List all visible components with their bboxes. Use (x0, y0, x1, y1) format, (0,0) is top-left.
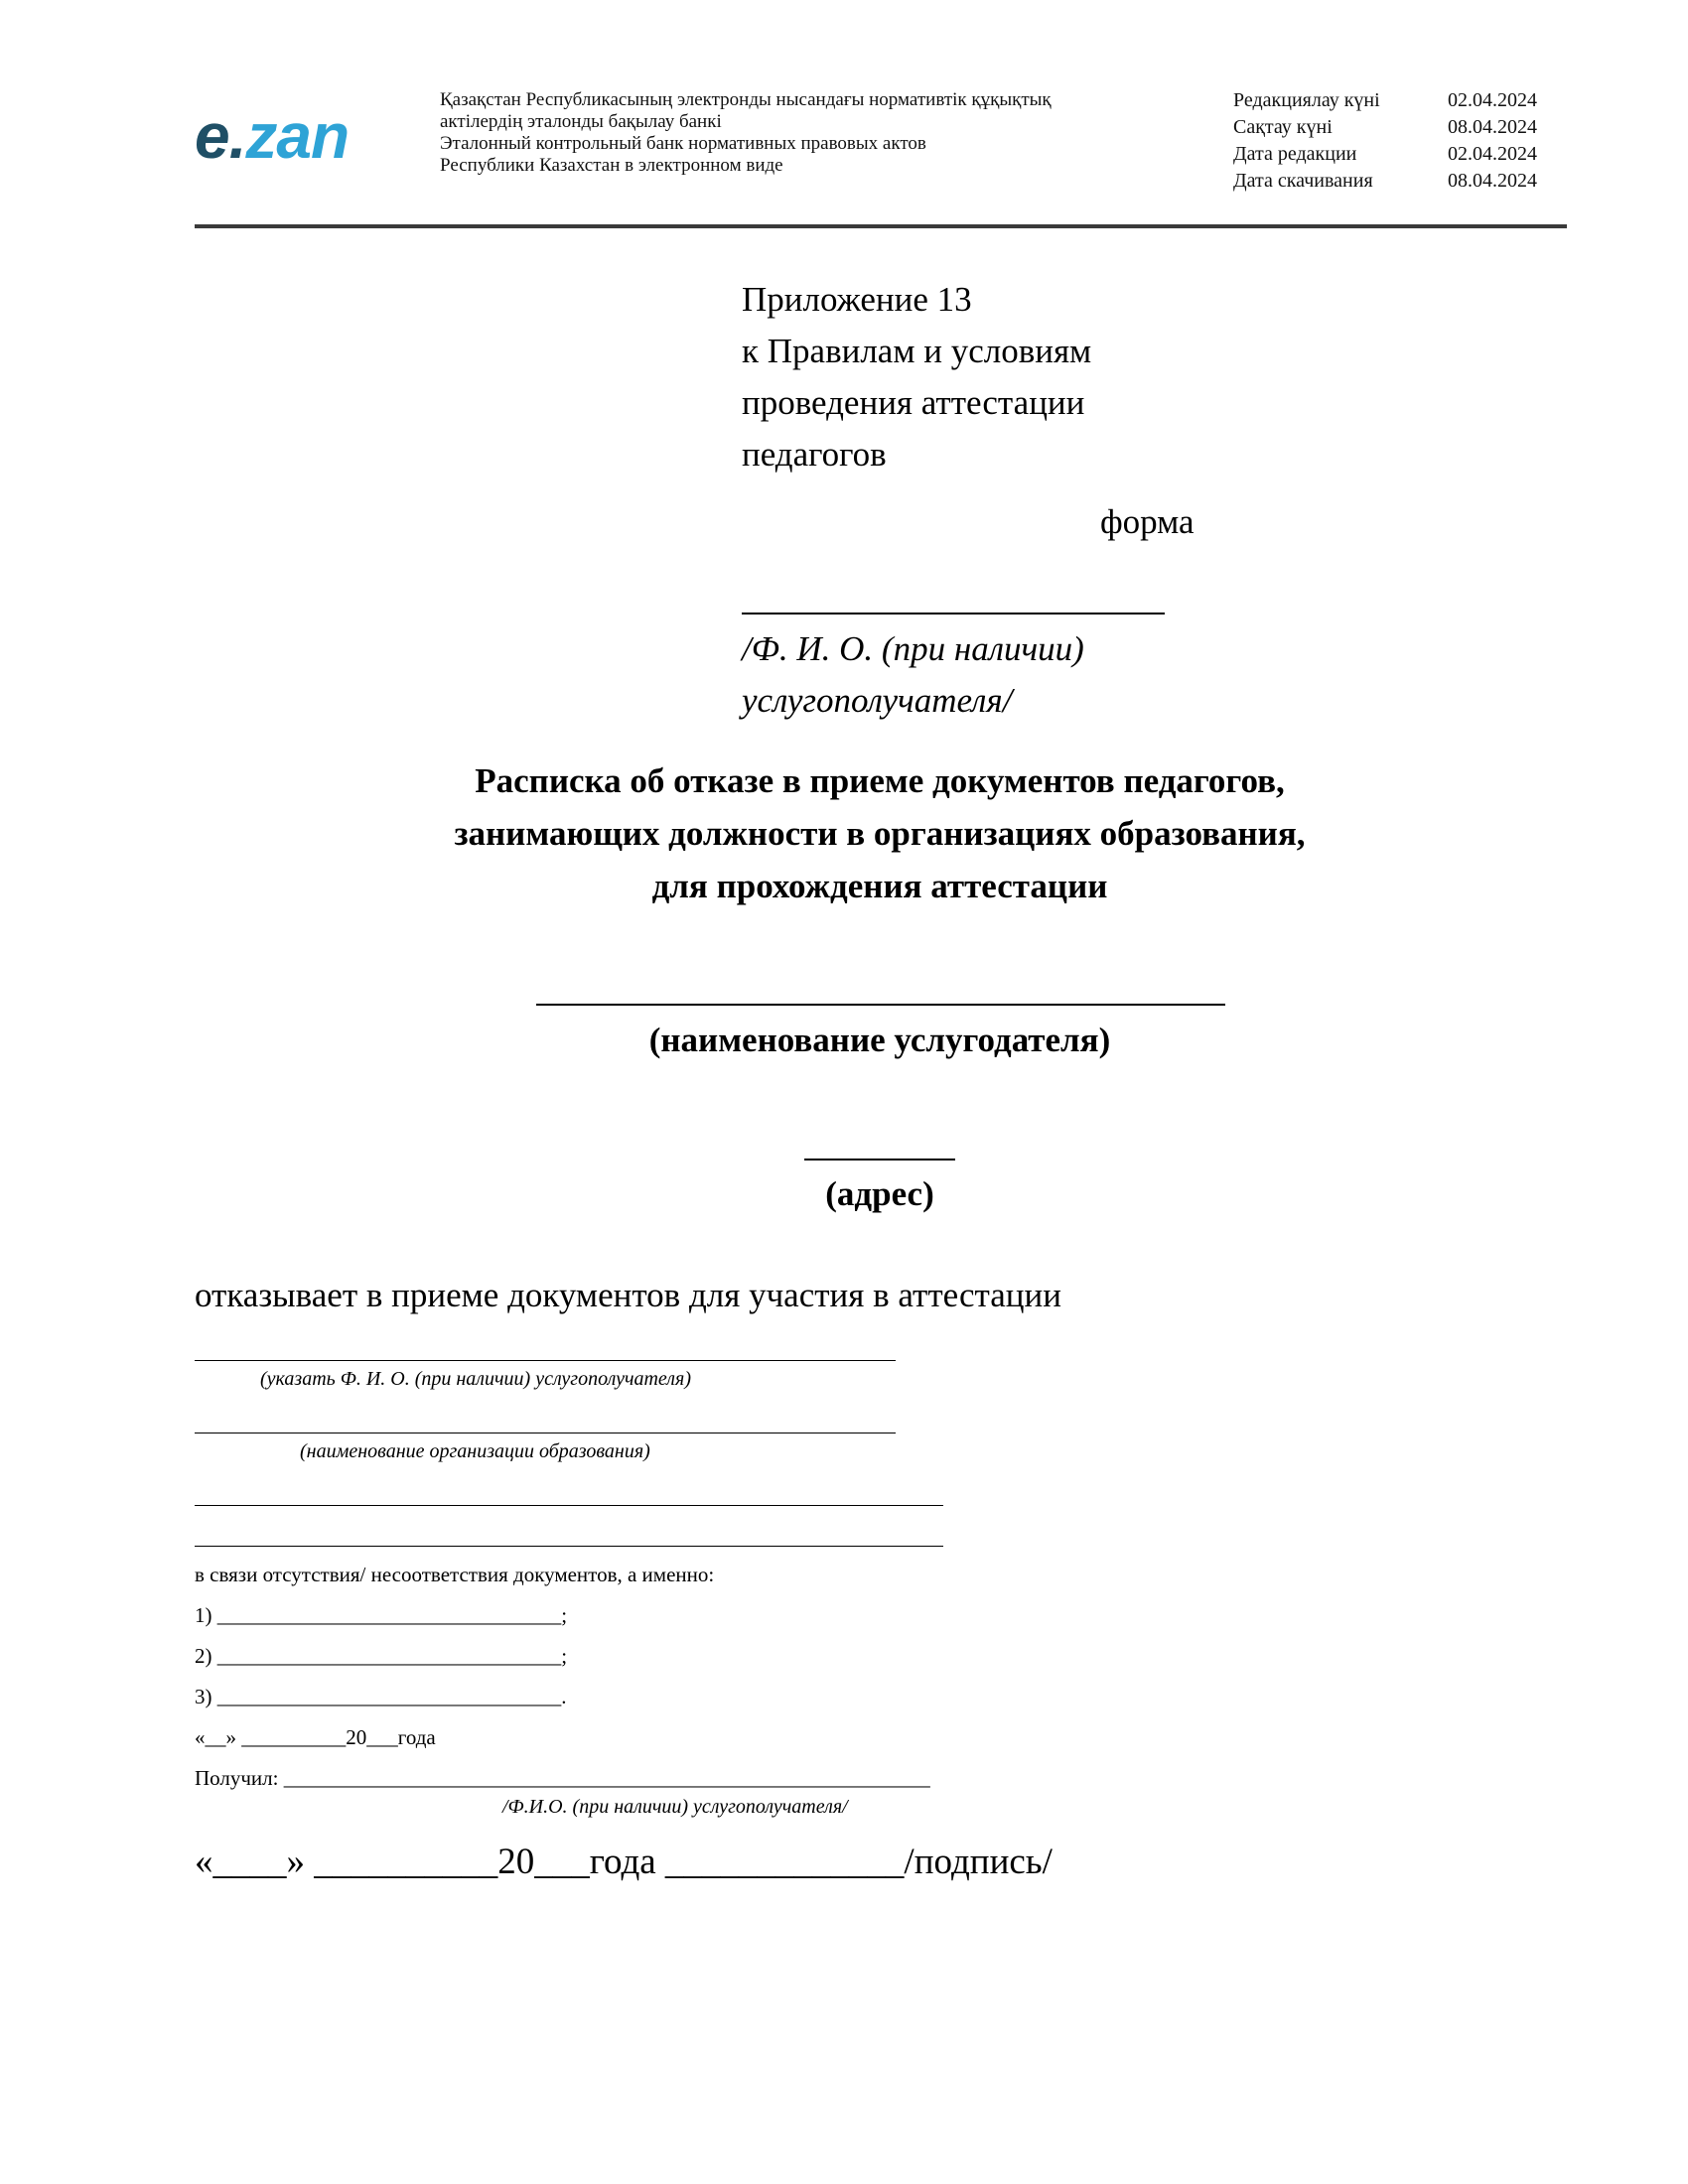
appendix-line: к Правилам и условиям (742, 332, 1092, 370)
recipient-fill-line (195, 1360, 896, 1361)
blank-fill-line (195, 1546, 943, 1547)
document-title (199, 754, 1561, 912)
date-row (1233, 114, 1557, 141)
date-label: Дата скачивания (1233, 170, 1373, 192)
source-line: Республики Казахстан в электронном виде (440, 155, 783, 176)
received-by: Получил: ______________________________________________________________ (195, 1766, 930, 1790)
reason-item: 1) _________________________________; (195, 1603, 568, 1627)
source-description (440, 89, 1052, 177)
source-line: актілердің эталонды бақылау банкі (440, 111, 722, 132)
date-value: 02.04.2024 (1448, 89, 1537, 111)
form-label: форма (1100, 502, 1195, 541)
date-row (1233, 141, 1557, 168)
date-value: 08.04.2024 (1448, 116, 1537, 138)
reason-text: в связи отсутствия/ несоответствия документов, а именно: (195, 1563, 715, 1586)
date-label: Дата редакции (1233, 143, 1357, 165)
appendix-line: Приложение 13 (742, 280, 972, 319)
fio-caption-line: услугополучателя/ (742, 681, 1013, 720)
reason-item: 2) _________________________________; (195, 1644, 568, 1668)
refusal-statement: отказывает в приеме документов для участия в аттестации (195, 1276, 1062, 1314)
date-row (1233, 87, 1557, 114)
date-row (1233, 168, 1557, 195)
provider-fill-line (536, 1004, 1225, 1006)
signature-date-line: «____» __________20___года _____________/подпись/ (195, 1842, 1053, 1882)
appendix-line: проведения аттестации (742, 383, 1085, 422)
organization-caption: (наименование организации образования) (300, 1440, 650, 1462)
header-divider (195, 224, 1567, 228)
reason-item: 3) _________________________________. (195, 1685, 567, 1708)
source-line: Эталонный контрольный банк нормативных правовых актов (440, 133, 926, 154)
date-label: Редакциялау күні (1233, 89, 1380, 111)
address-caption: (адрес) (825, 1174, 934, 1213)
appendix-line: педагогов (742, 435, 887, 474)
fio-caption-line: /Ф. И. О. (при наличии) (742, 629, 1084, 668)
fio-caption (742, 623, 1084, 727)
address-fill-line (804, 1159, 955, 1160)
provider-caption: (наименование услугодателя) (648, 1021, 1111, 1059)
date-label: Сақтау күні (1233, 116, 1333, 138)
title-line: занимающих должности в организациях образования, (454, 814, 1306, 853)
title-line: Расписка об отказе в приеме документов педагогов, (475, 761, 1285, 800)
appendix-reference (742, 274, 1091, 480)
date-value: 08.04.2024 (1448, 170, 1537, 192)
fio-fill-line (742, 613, 1165, 614)
source-line: Қазақстан Республикасының электронды нысандағы нормативтік құқықтық (440, 89, 1052, 110)
issue-date: «__» __________20___года (195, 1725, 436, 1749)
date-value: 02.04.2024 (1448, 143, 1537, 165)
recipient-caption: (указать Ф. И. О. (при наличии) услугополучателя) (260, 1368, 691, 1390)
received-caption: /Ф.И.О. (при наличии) услугополучателя/ (502, 1796, 848, 1818)
blank-fill-line (195, 1505, 943, 1506)
ezan-logo: e.zan (195, 100, 350, 172)
dates-table (1233, 87, 1557, 195)
title-line: для прохождения аттестации (651, 867, 1108, 905)
